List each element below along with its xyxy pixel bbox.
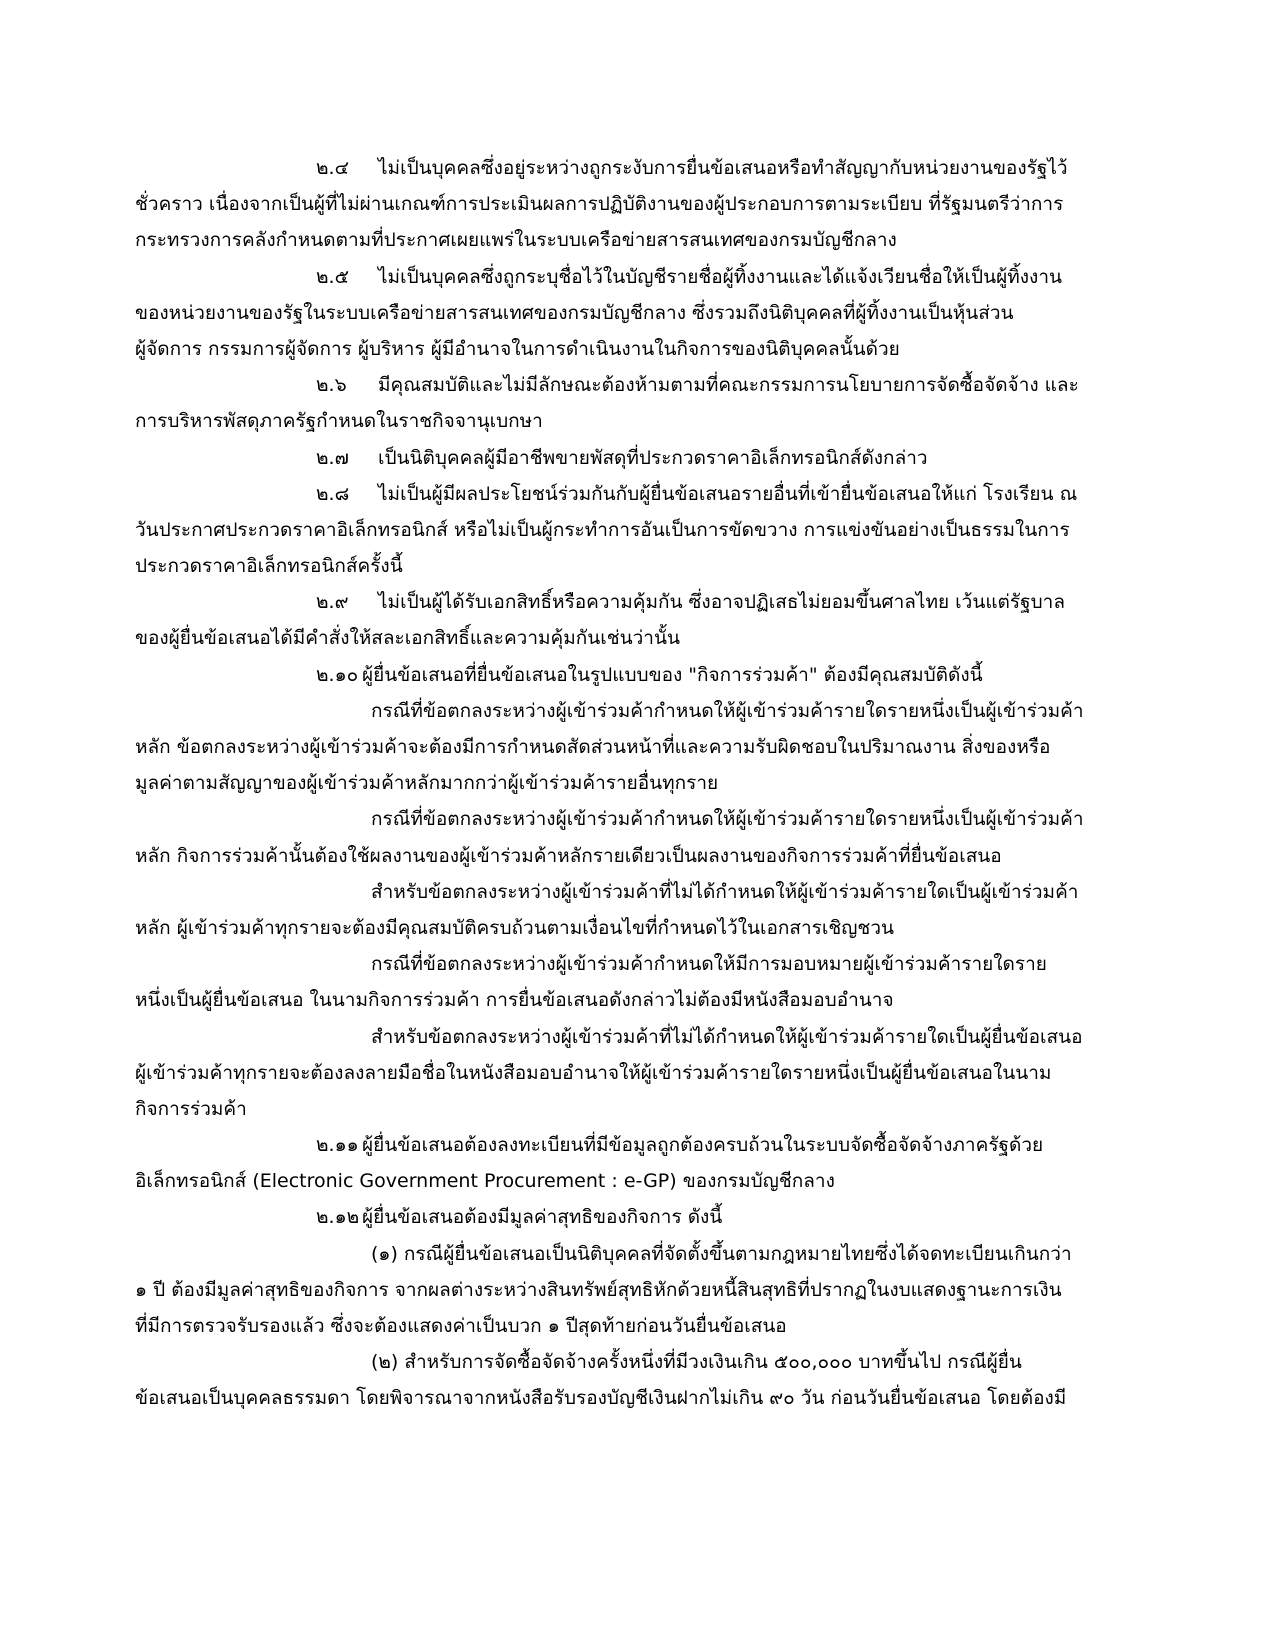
clause-2-10 <box>135 657 1135 693</box>
clause-text: หลัก กิจการร่วมค้านั้นต้องใช้ผลงานของผู้เข้าร่วมค้าหลักรายเดียวเป็นผลงานของกิจการร่วมค้าที่ยื่นข้อเสนอ <box>135 844 1002 867</box>
clause-text: ไม่เป็นผู้มีผลประโยชน์ร่วมกันกับผู้ยื่นข้อเสนอรายอื่นที่เข้ายื่นข้อเสนอให้แก่ โรงเรียน ณ <box>378 482 1078 505</box>
subclause-2-10-d <box>135 946 1135 1018</box>
clause-text: ไม่เป็นบุคคลซึ่งอยู่ระหว่างถูกระงับการยื่นข้อเสนอหรือทำสัญญากับหน่วยงานของรัฐไว้ <box>378 157 1068 179</box>
clause-text: หนึ่งเป็นผู้ยื่นข้อเสนอ ในนามกิจการร่วมค้า การยื่นข้อเสนอดังกล่าวไม่ต้องมีหนังสือมอบอำนาจ <box>135 989 894 1012</box>
clause-text: มูลค่าตามสัญญาของผู้เข้าร่วมค้าหลักมากกว่าผู้เข้าร่วมค้ารายอื่นทุกราย <box>135 772 719 795</box>
subclause-2-10-e <box>135 1019 1135 1128</box>
subclause-2-12-2 <box>135 1344 1135 1416</box>
clause-2-12 <box>135 1199 1135 1235</box>
clause-text: ของหน่วยงานของรัฐในระบบเครือข่ายสารสนเทศของกรมบัญชีกลาง ซึ่งรวมถึงนิติบุคคลที่ผู้ทิ้งงานเป็นหุ้นส่วน <box>135 301 1014 324</box>
clause-text: ผู้ยื่นข้อเสนอที่ยื่นข้อเสนอในรูปแบบของ "กิจการร่วมค้า" ต้องมีคุณสมบัติดังนี้ <box>362 663 983 686</box>
clause-number: ๒.๙ <box>316 591 349 614</box>
clause-number: ๒.๗ <box>316 446 349 469</box>
clause-text: กิจการร่วมค้า <box>135 1097 247 1120</box>
clause-text: ประกวดราคาอิเล็กทรอนิกส์ครั้งนี้ <box>135 555 403 578</box>
clause-text: กรณีที่ข้อตกลงระหว่างผู้เข้าร่วมค้ากำหนดให้มีการมอบหมายผู้เข้าร่วมค้ารายใดราย <box>371 953 1047 976</box>
clause-text: การบริหารพัสดุภาครัฐกำหนดในราชกิจจานุเบกษา <box>135 410 543 433</box>
clause-text: อิเล็กทรอนิกส์ (Electronic Government Procurement : e-GP) ของกรมบัญชีกลาง <box>135 1170 835 1193</box>
clause-text: ผู้จัดการ กรรมการผู้จัดการ ผู้บริหาร ผู้มีอำนาจในการดำเนินงานในกิจการของนิติบุคคลนั้นด้วย <box>135 337 900 360</box>
clause-2-4 <box>135 150 1135 259</box>
clause-text: เป็นนิติบุคคลผู้มีอาชีพขายพัสดุที่ประกวดราคาอิเล็กทรอนิกส์ดังกล่าว <box>378 446 928 469</box>
clause-text: ๑ ปี ต้องมีมูลค่าสุทธิของกิจการ จากผลต่างระหว่างสินทรัพย์สุทธิหักด้วยหนี้สินสุทธิที่ปรากฏในงบแสดงฐานะการเงิน <box>135 1278 1062 1301</box>
clause-2-11 <box>135 1127 1135 1199</box>
clause-number: ๒.๘ <box>316 482 350 505</box>
clause-text: ที่มีการตรวจรับรองแล้ว ซึ่งจะต้องแสดงค่าเป็นบวก ๑ ปีสุดท้ายก่อนวันยื่นข้อเสนอ <box>135 1315 787 1337</box>
clause-text: กรณีที่ข้อตกลงระหว่างผู้เข้าร่วมค้ากำหนดให้ผู้เข้าร่วมค้ารายใดรายหนึ่งเป็นผู้เข้าร่วมค้า <box>371 699 1084 722</box>
subclause-2-10-a <box>135 693 1135 802</box>
clause-number: ๒.๑๑ <box>316 1134 359 1157</box>
clause-2-6 <box>135 367 1135 439</box>
clause-2-5 <box>135 259 1135 368</box>
subclause-2-12-1 <box>135 1236 1135 1345</box>
clause-text: (๑) กรณีผู้ยื่นข้อเสนอเป็นนิติบุคคลที่จัดตั้งขึ้นตามกฎหมายไทยซึ่งได้จดทะเบียนเกินกว่า <box>371 1242 1072 1265</box>
clause-text: ของผู้ยื่นข้อเสนอได้มีคำสั่งให้สละเอกสิทธิ์และความคุ้มกันเช่นว่านั้น <box>135 627 680 650</box>
clause-text: กระทรวงการคลังกำหนดตามที่ประกาศเผยแพร่ในระบบเครือข่ายสารสนเทศของกรมบัญชีกลาง <box>135 229 897 252</box>
clause-text: (๒) สำหรับการจัดซื้อจัดจ้างครั้งหนึ่งที่มีวงเงินเกิน ๕๐๐,๐๐๐ บาทขึ้นไป กรณีผู้ยื่น <box>371 1351 1022 1374</box>
clause-text: ไม่เป็นบุคคลซึ่งถูกระบุชื่อไว้ในบัญชีรายชื่อผู้ทิ้งงานและได้แจ้งเวียนชื่อให้เป็นผู้ทิ้งงาน <box>378 265 1062 288</box>
clause-2-7 <box>135 440 1135 476</box>
clause-number: ๒.๑๐ <box>316 663 359 686</box>
clause-text: ข้อเสนอเป็นบุคคลธรรมดา โดยพิจารณาจากหนังสือรับรองบัญชีเงินฝากไม่เกิน ๙๐ วัน ก่อนวันยื่นข้อเสนอ โดยต้องมี <box>135 1387 1067 1410</box>
clause-text: มีคุณสมบัติและไม่มีลักษณะต้องห้ามตามที่คณะกรรมการนโยบายการจัดซื้อจัดจ้าง และ <box>378 374 1079 397</box>
clause-text: หลัก ข้อตกลงระหว่างผู้เข้าร่วมค้าจะต้องมีการกำหนดสัดส่วนหน้าที่และความรับผิดชอบในปริมาณงาน สิ่งของหรือ <box>135 736 1051 758</box>
clause-text: ไม่เป็นผู้ได้รับเอกสิทธิ์หรือความคุ้มกัน ซึ่งอาจปฏิเสธไม่ยอมขึ้นศาลไทย เว้นแต่รัฐบาล <box>378 591 1065 614</box>
subclause-2-10-b <box>135 801 1135 873</box>
clause-2-8 <box>135 476 1135 585</box>
clause-text: ผู้เข้าร่วมค้าทุกรายจะต้องลงลายมือชื่อในหนังสือมอบอำนาจให้ผู้เข้าร่วมค้ารายใดรายหนึ่งเป็นผู้ยื่นข้อเสนอในนาม <box>135 1061 1052 1084</box>
clause-text: ผู้ยื่นข้อเสนอต้องมีมูลค่าสุทธิของกิจการ ดังนี้ <box>362 1206 723 1229</box>
clause-text: หลัก ผู้เข้าร่วมค้าทุกรายจะต้องมีคุณสมบัติครบถ้วนตามเงื่อนไขที่กำหนดไว้ในเอกสารเชิญชวน <box>135 916 894 939</box>
clause-number: ๒.๖ <box>316 374 347 397</box>
clause-text: วันประกาศประกวดราคาอิเล็กทรอนิกส์ หรือไม่เป็นผู้กระทำการอันเป็นการขัดขวาง การแข่งขันอย่างเป็นธรรมในการ <box>135 518 1070 541</box>
clause-2-9 <box>135 584 1135 656</box>
subclause-2-10-c <box>135 874 1135 946</box>
clause-number: ๒.๑๒ <box>316 1206 360 1229</box>
clause-text: ชั่วคราว เนื่องจากเป็นผู้ที่ไม่ผ่านเกณฑ์การประเมินผลการปฏิบัติงานของผู้ประกอบการตามระเบียบ ที่รัฐมนตรีว่าการ <box>135 193 1064 216</box>
clause-text: สำหรับข้อตกลงระหว่างผู้เข้าร่วมค้าที่ไม่ได้กำหนดให้ผู้เข้าร่วมค้ารายใดเป็นผู้ยื่นข้อเสนอ <box>371 1025 1083 1048</box>
clause-number: ๒.๔ <box>316 157 349 179</box>
clause-text: ผู้ยื่นข้อเสนอต้องลงทะเบียนที่มีข้อมูลถูกต้องครบถ้วนในระบบจัดซื้อจัดจ้างภาครัฐด้วย <box>362 1134 1044 1157</box>
clause-text: กรณีที่ข้อตกลงระหว่างผู้เข้าร่วมค้ากำหนดให้ผู้เข้าร่วมค้ารายใดรายหนึ่งเป็นผู้เข้าร่วมค้า <box>371 808 1084 831</box>
clause-number: ๒.๕ <box>316 265 349 288</box>
clause-text: สำหรับข้อตกลงระหว่างผู้เข้าร่วมค้าที่ไม่ได้กำหนดให้ผู้เข้าร่วมค้ารายใดเป็นผู้เข้าร่วมค้า <box>371 880 1079 903</box>
